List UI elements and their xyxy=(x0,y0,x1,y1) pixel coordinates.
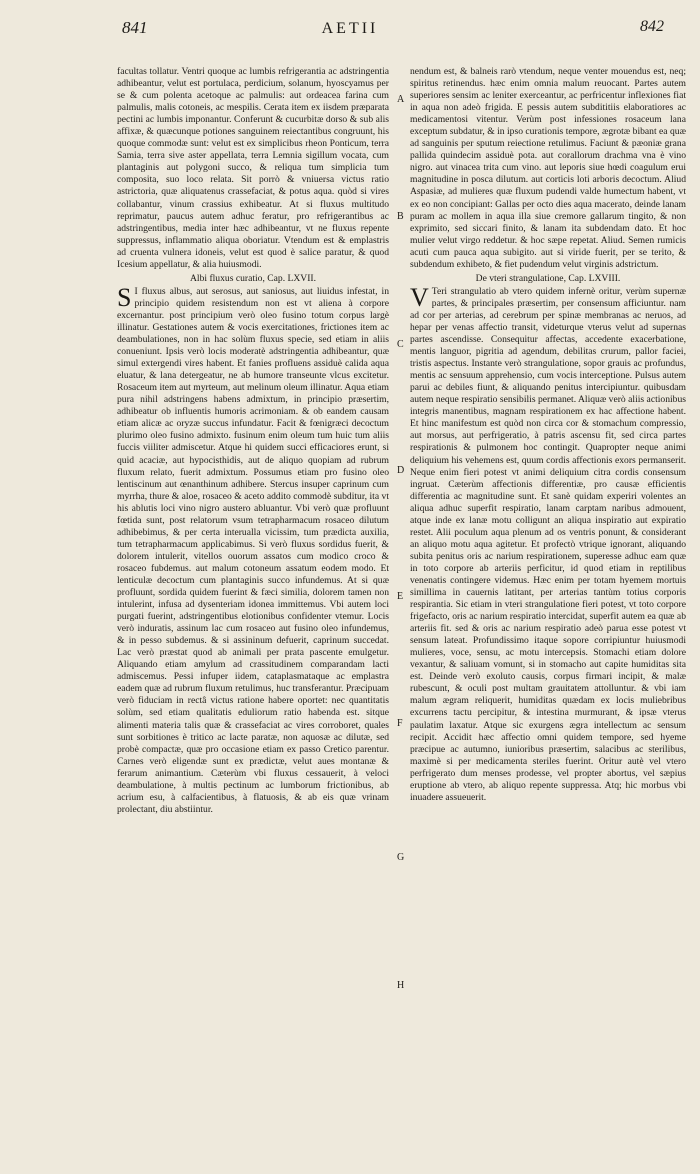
page-number-left: 841 xyxy=(122,18,148,37)
margin-letter-c: C xyxy=(397,339,404,350)
margin-letter-a: A xyxy=(397,94,405,105)
left-paragraph-2 xyxy=(117,282,389,816)
left-column xyxy=(117,66,389,816)
running-title: AETII xyxy=(321,20,379,37)
drop-cap: V xyxy=(410,282,429,312)
left-paragraph-1: facultas tollatur. Ventri quoque ac lumbis refrigerantia ac adstringentia adhibeantur, velut est portulaca, perdicium, solanum, hyoscyamus per se & cum polenta acetoque ac palmulis: aut ordeacea farina cum palmulis, malis cotoneis, ac mespilis. Cerata item ex iisdem præparata pectini ac lumbis imponantur. Conferunt & cucurbitæ dorso & sub alis affixæ, & quæcunque potiones sanguinem reiectantibus congruunt, his quoque commodæ sunt: velut est ex simplicibus rheon Ponticum, terra Samia, terra sive aster appellata, terra Lemnia sigillum vocata, cum plantaginis aut polygoni succo, & reliqua tum simplicia tum composita, suo loco relata. Sit porrò & vniuersa victus ratio astrictoria, quæ aliquatenus crassefaciat, & potus aqua. quòd si vires collabantur, vinum crassius exhibeatur. At si fluxus multitudo reprimatur, paucus autem adhuc feratur, pro refrigerantibus ac adstringentibus, media inter hæc adhibeantur, vt ne fluxus repente suppressus, inflammatio aliqua oboriatur. Vtendum est & emplastris ad cruenta vulnera idoneis, velut est quod è salice paratur, & quod Icesium appellatur, & alia huiusmodi. xyxy=(117,66,389,270)
chapter-heading-68: De vteri strangulatione, Cap. LXVIII. xyxy=(475,272,621,284)
running-header xyxy=(0,16,700,42)
margin-letter-f: F xyxy=(397,718,403,729)
page-number-right: 842 xyxy=(640,18,664,35)
margin-letter-g: G xyxy=(397,852,405,863)
right-column xyxy=(410,66,686,804)
margin-letter-d: D xyxy=(397,465,405,476)
margin-letter-h: H xyxy=(397,980,405,991)
right-paragraph-1: nendum est, & balneis rarò vtendum, neque venter mouendus est, neq; spiritus retinendus. hæc enim omnia malum reuocant. Partes autem superiores sensim ac leniter exerceantur, ac perfricentur inflexiones fiat in aqua non adeò frigida. E pessis autem subdititiis elaboratiores ac medicamentosi vitentur. Verùm post infessiones rosaceum lana exceptum subdatur, & in ipso curationis tempore, ægrotæ bibant ea quæ ad sanguinis per sputum reiectione retulimus. Faciunt & pæoniæ grana pallida quindecim assiduè pota. aut corallorum drachma vna è vino nigro. aut vinacea trita cum vino. aut leporis siue hœdi coagulum erui magnitudine in posca dilutum. aut corticis loti arboris decoctum. Aliud Aspasiæ, ad mulieres quæ fluxum pudendi valde humectum habent, vt ex eo non concipiant: Gallas per octo dies aqua macerato, deinde lanam puram ac mollem in aqua illa siue cremore gallarum tingito, & non exprimito, sed siccari finito, & lanam ita subdendam dato. Et hoc mulier velut virgo reddetur. & hoc sæpe repetat. Aliud. Semen rumicis acuti cum pauca aqua subigito. aut si viride fuerit, per se terito, & subdendum exhibeto, & fiet pudendum velut virginis adstrictum. xyxy=(410,66,686,270)
chapter-heading-67: Albi fluxus curatio, Cap. LXVII. xyxy=(189,272,317,284)
margin-letter-e: E xyxy=(397,591,404,602)
right-paragraph-2 xyxy=(410,282,686,804)
left-paragraph-2-text: I fluxus albus, aut serosus, aut saniosus, aut liuidus infestat, in principio quidem resistendum non est vt aliena à corpore excernantur. post principium verò oleo fusino totum corpus largè illinatur. Gestationes autem & vocis exercitationes, frictiones item ac deambulationes, non in hac solùm fluxus specie, sed etiam in aliis conueniunt. Ipsis verò locis moderatè adstringentia adhibeantur, quæ simul extergendi vires habent. Et fanies profluens assiduè calida aqua eluatur, & lana detergeatur, ne ab humore transeunte vlcus excitetur. Rosaceum item aut myrteum, aut melinum oleum illinatur. Aqua etiam pura nihil adstringens habens admixtum, in principio præsertim, adhibeatur ob influentis humoris acrimoniam. & ob eandem causam etiam alicæ ac oryzæ succus infundatur. Facit & fœnigræci decoctum plurimo oleo fusino admixto. fusinum enim oleum tum huic tum aliis fuccis viiliter admiscetur. Atque hi quidem succi efficaciores erunt, si quid acaciæ, aut hypocisthidis, aut de aliquo quopiam ad rubrum fluxum relato, fuerit admixtum. Possumus etiam pro fusino oleo lentiscinum aut œnanthinum adhibere. Stercus insuper caprinum cum myrrha, thure & aloe, rosaceo & aceto addito commodè subditur, ita vt his ablutis loci vino nigro austero abluantur. Vbi verò quæ profluunt fœtida sunt, post relatorum vsum tetrapharmacum rosaceo dilutum adhibebimus, & per certa interualla vicissim, tum prædicta auxilia, tum tetrapharmacum applicabimus. Si verò fluxus sordidus fuerit, & dolorem intulerit, vitellos ouorum assatos cum modico croco & rosaceo fubdemus. aut malum cotoneum assatum eodem modo. Et lenticulæ decoctum cum plantaginis succo infundemus. At si quæ profluunt, sordida quidem fuerint & fæci similia, dolorem tamen non intulerint, infusa ad dysenteriam idonea immittemus. Vbi autem loci purgati fuerint, adstringentibus elotionibus confidenter vtemur. Locis verò induratis, assinum lac cum rosaceo aut fusino oleo infundemus, & in pesso subdemus. & si assininum defuerit, caprinum succedat. Lac verò præstat quod ab animali per prata pascente emulgetur. Aliquando etiam amylum ad crassitudinem comparandam lacti admiscemus. Pessi infuper iidem, cataplasmataque ac emplastra eadem quæ ad rubrum fluxum retulimus, huc transferantur. Præcipuam verò fiduciam in rectâ victus ratione habere oportet: nec quantitatis solùm, sed etiam qualitatis eduliorum ratio habenda est. sitque alimenti materia talis quæ & crassefaciat ac vires corroboret, quales sunt sorbitiones è tritico ac lacte paratæ, non aquosæ ac dilutæ, sed probè compactæ, quæ pro occasione etiam ex passo Cretico parentur. Carnes verò eligendæ sunt ex prædictæ, velut aues montanæ & ferarum animantium. Cæterùm vbi fluxus cessauerit, à veloci deambulatione, à multis pectinum ac lumborum frictionibus, ab acrium esu, à calfacientibus, à flatuosis, & ab eis quæ vrinam prolectant, diu abstiintur. xyxy=(117,285,389,815)
right-paragraph-2-text: Teri strangulatio ab vtero quidem infernè oritur, verùm supernæ partes, & principales præsertim, per consensum afficiuntur. nam ad cor per arterias, ad cerebrum per spinæ membranas ac neruos, ad hepar per venas affectio transit, videturque vterus velut ad supernas partes ascendisse. Consequitur affectas, accedente exacerbatione, mentis languor, pigritia ad agendum, debilitas crurum, pallor faciei, tristis aspectus. Instante verò strangulatione, sopor grauis ac profundus, mentis ac sensuum apprehensio, cum vocis interceptione. Pulsus autem parui ac debiles fiunt, & aliquando penitus intercipiuntur. quibusdam autem neque respiratio sensibilis permanet. Aliquæ verò aliis actionibus integris manentibus, magnam respirationem ex hac affectione habent. Et hinc manifestum est quòd non circa cor & stomachum compressio, aut morsus, aut perfrigeratio, à patris ascensu fit, sed circa partes respirationis & pulmonem hoc contingit. Quapropter neque animi deliquium his vehemens est, quum cordis affectionis exors permanserit. Neque enim fieri potest vt animi deliquium citra cordis consensum ingruat. Cæterùm affectionis differentiæ, pro causæ efficientis differentia ac magnitudine sunt. Et sanè quidam experiri volentes an aliqua adhuc superfit respiratio, lanam carptam naribus admouent, atque inde ex lanæ motu colligunt an aliqua inspiratio aut expiratio restet. Alii poculum aqua plenum ad os ventris ponunt, & considerant an aliquo motu aqua agitetur. Et profectò vtrique ignorant, aliquando subita penitus oris ac narium respirationem, superesse adhuc eam quæ in toto corpore ab arteriis perficitur, id quod etiam in reptilibus venenatis contingere videmus. Hæc enim per totam hyemem mortuis simillima in cauernis latitant, per arterias tantùm totius corporis respirantia. Sic etiam in vteri strangulatione fieri potest, vt toto corpore frigefacto, oris ac narium respiratio intercidat, superfit autem ea quæ ab arteriis fit. sed & oris ac narium respiratio adeò parua esse potest vt sensum lateat. Profundissimo itaque sopore corripiuntur huiusmodi mulieres, voce, sensu, ac motu intercepsis. Stomachi etiam dolore vexantur, & saliuam vomunt, si in stomacho aut capite humiditas sita est. Deinde verò exoluto causis, corpus firmari incipit, & malæ rubescunt, & oculi post multam grauitatem attolluntur. & vbi iam malum ægram reliquerit, humiditas quædam ex locis muliebribus excurrens tactu percipitur, & intestina murmurant, & ipsæ vterus paulatim laxatur. Atque sic exurgens ægra intellectum ac sensum recipit. Accidit hæc affectio omni quidem tempore, sed hyeme præcipue ac autumno, iunioribus præsertim, salacibus ac sterilibus, maximè si per medicamenta steriles fuerint. Oritur autè vel vtero perfrigerato dum menses prodesse, vel propter abortus, vel sæpius eruptione ab vtero, ab aliquo repente suppressa. Atq; hic morbus vbi inuadere assueuerit. xyxy=(410,285,686,803)
drop-cap: S xyxy=(117,282,132,312)
margin-letter-b: B xyxy=(397,211,404,222)
